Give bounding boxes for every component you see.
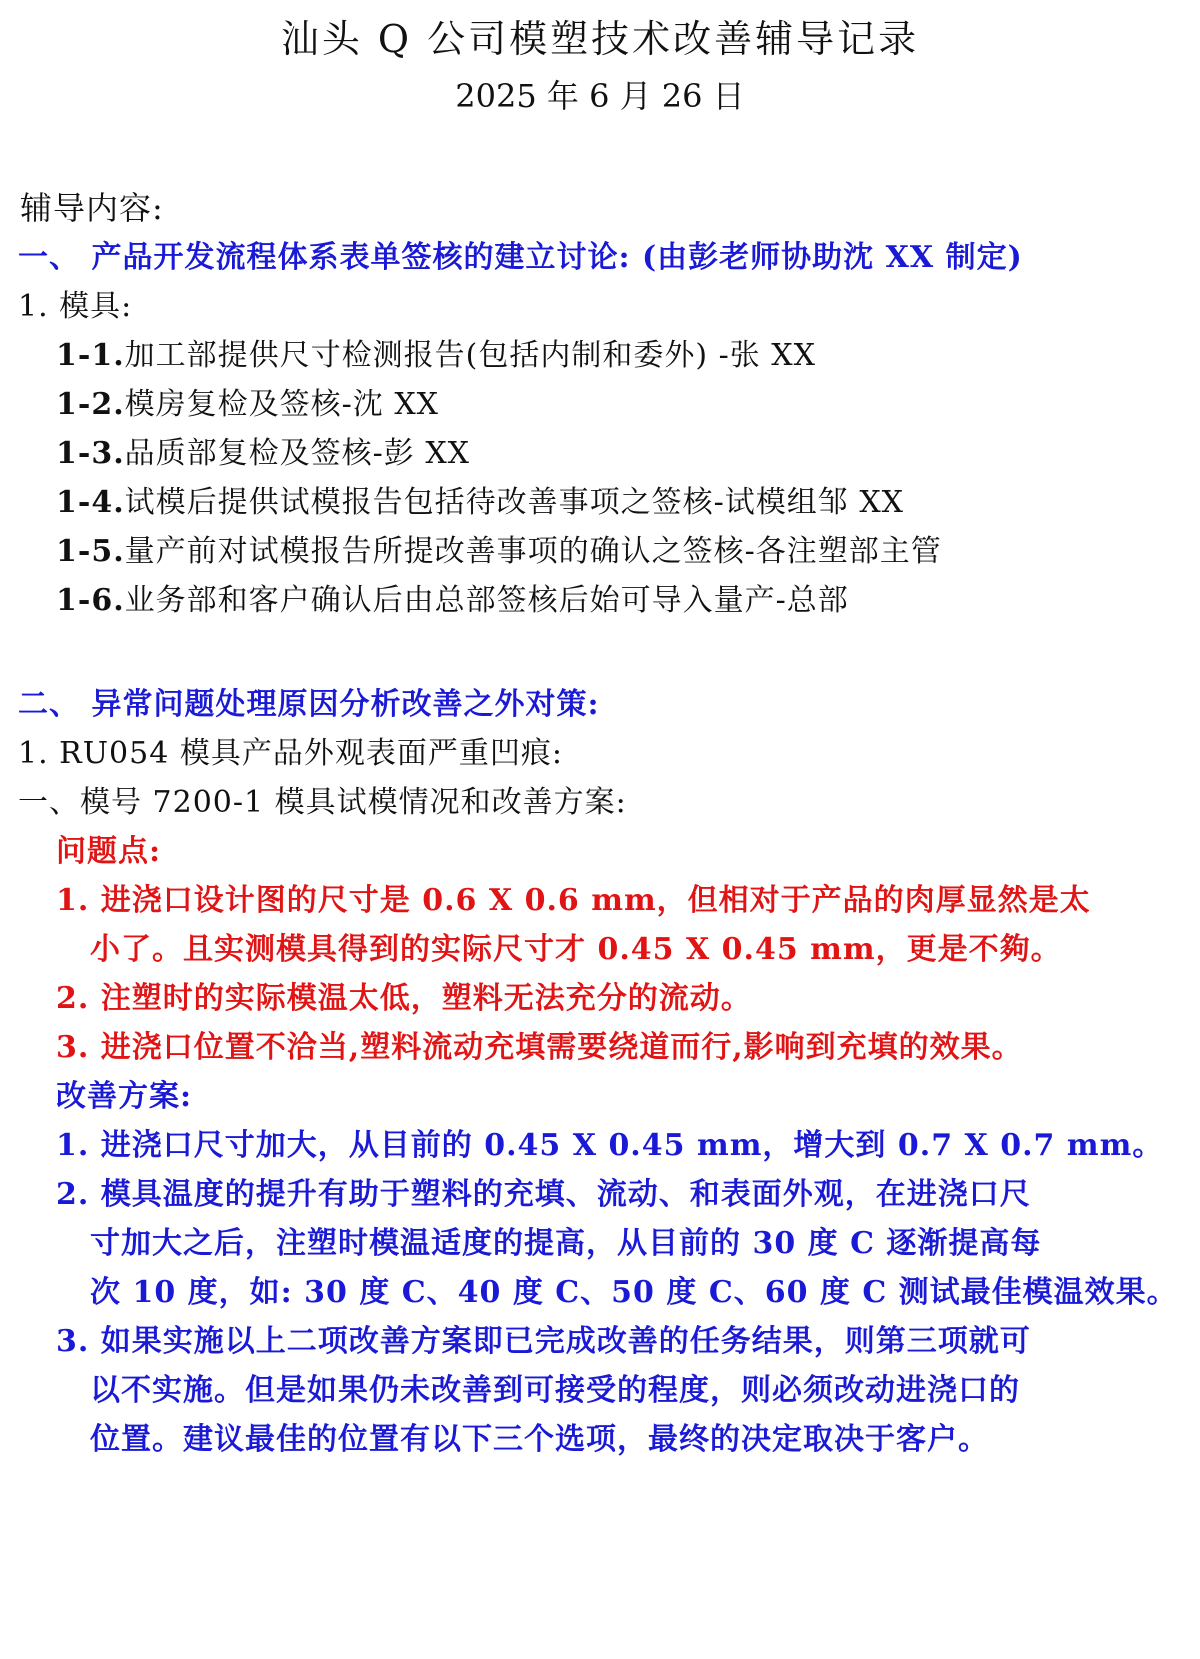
- item-text: 品质部复检及签核-彭 XX: [124, 436, 471, 471]
- item-number: 1-3.: [56, 436, 125, 471]
- solution-item-continuation: 次 10 度，如: 30 度 C、40 度 C、50 度 C、60 度 C 测试最佳模温效果。: [90, 1275, 1178, 1310]
- content-label: 辅导内容:: [20, 189, 164, 227]
- item-text: 加工部提供尺寸检测报告(包括内制和委外) -张 XX: [124, 338, 816, 373]
- problem-item: 1. 进浇口设计图的尺寸是 0.6 X 0.6 mm，但相对于产品的肉厚显然是太: [56, 883, 1091, 918]
- section2-line1: 1. RU054 模具产品外观表面严重凹痕:: [18, 736, 563, 771]
- solution-item: 3. 如果实施以上二项改善方案即已完成改善的任务结果，则第三项就可: [56, 1324, 1031, 1359]
- item-text: 试模后提供试模报告包括待改善事项之签核-试模组邹 XX: [124, 485, 905, 520]
- section1-heading: 一、 产品开发流程体系表单签核的建立讨论: (由彭老师协助沈 XX 制定): [18, 240, 1023, 275]
- solution-item-continuation: 位置。建议最佳的位置有以下三个选项，最终的决定取决于客户。: [90, 1422, 989, 1457]
- item-number: 1-2.: [56, 387, 125, 422]
- list-item: [56, 579, 849, 623]
- solutions-label: 改善方案:: [56, 1079, 193, 1114]
- section2-heading: 二、 异常问题处理原因分析改善之外对策:: [18, 687, 600, 722]
- list-item: [56, 383, 439, 427]
- solution-item: 1. 进浇口尺寸加大，从目前的 0.45 X 0.45 mm，增大到 0.7 X 0.7 mm。: [56, 1128, 1164, 1163]
- item-number: 1-5.: [56, 534, 125, 569]
- item-text: 模房复检及签核-沈 XX: [124, 387, 440, 422]
- item-text: 量产前对试模报告所提改善事项的确认之签核-各注塑部主管: [124, 534, 942, 569]
- solution-item-continuation: 以不实施。但是如果仍未改善到可接受的程度，则必须改动进浇口的: [90, 1373, 1020, 1408]
- item-number: 1-4.: [56, 485, 125, 520]
- document-date: 2025 年 6 月 26 日: [455, 77, 745, 115]
- problems-label: 问题点:: [56, 834, 162, 869]
- document-title: 汕头 Q 公司模塑技术改善辅导记录: [280, 17, 920, 61]
- problem-item: 3. 进浇口位置不洽当,塑料流动充填需要绕道而行,影响到充填的效果。: [56, 1030, 1023, 1065]
- list-item: [56, 334, 816, 378]
- item-number: 1-1.: [56, 338, 125, 373]
- list-item: [56, 530, 942, 574]
- item-text: 业务部和客户确认后由总部签核后始可导入量产-总部: [124, 583, 849, 618]
- problem-item-continuation: 小了。且实测模具得到的实际尺寸才 0.45 X 0.45 mm，更是不夠。: [90, 932, 1062, 967]
- section1-subheading: 1. 模具:: [18, 289, 133, 324]
- item-number: 1-6.: [56, 583, 125, 618]
- list-item: [56, 432, 470, 476]
- solution-item: 2. 模具温度的提升有助于塑料的充填、流动、和表面外观，在进浇口尺: [56, 1177, 1031, 1212]
- list-item: [56, 481, 904, 525]
- solution-item-continuation: 寸加大之后，注塑时模温适度的提高，从目前的 30 度 C 逐渐提高每: [90, 1226, 1042, 1261]
- problem-item: 2. 注塑时的实际模温太低，塑料无法充分的流动。: [56, 981, 752, 1016]
- section2-line2: 一、模号 7200-1 模具试模情况和改善方案:: [18, 785, 627, 820]
